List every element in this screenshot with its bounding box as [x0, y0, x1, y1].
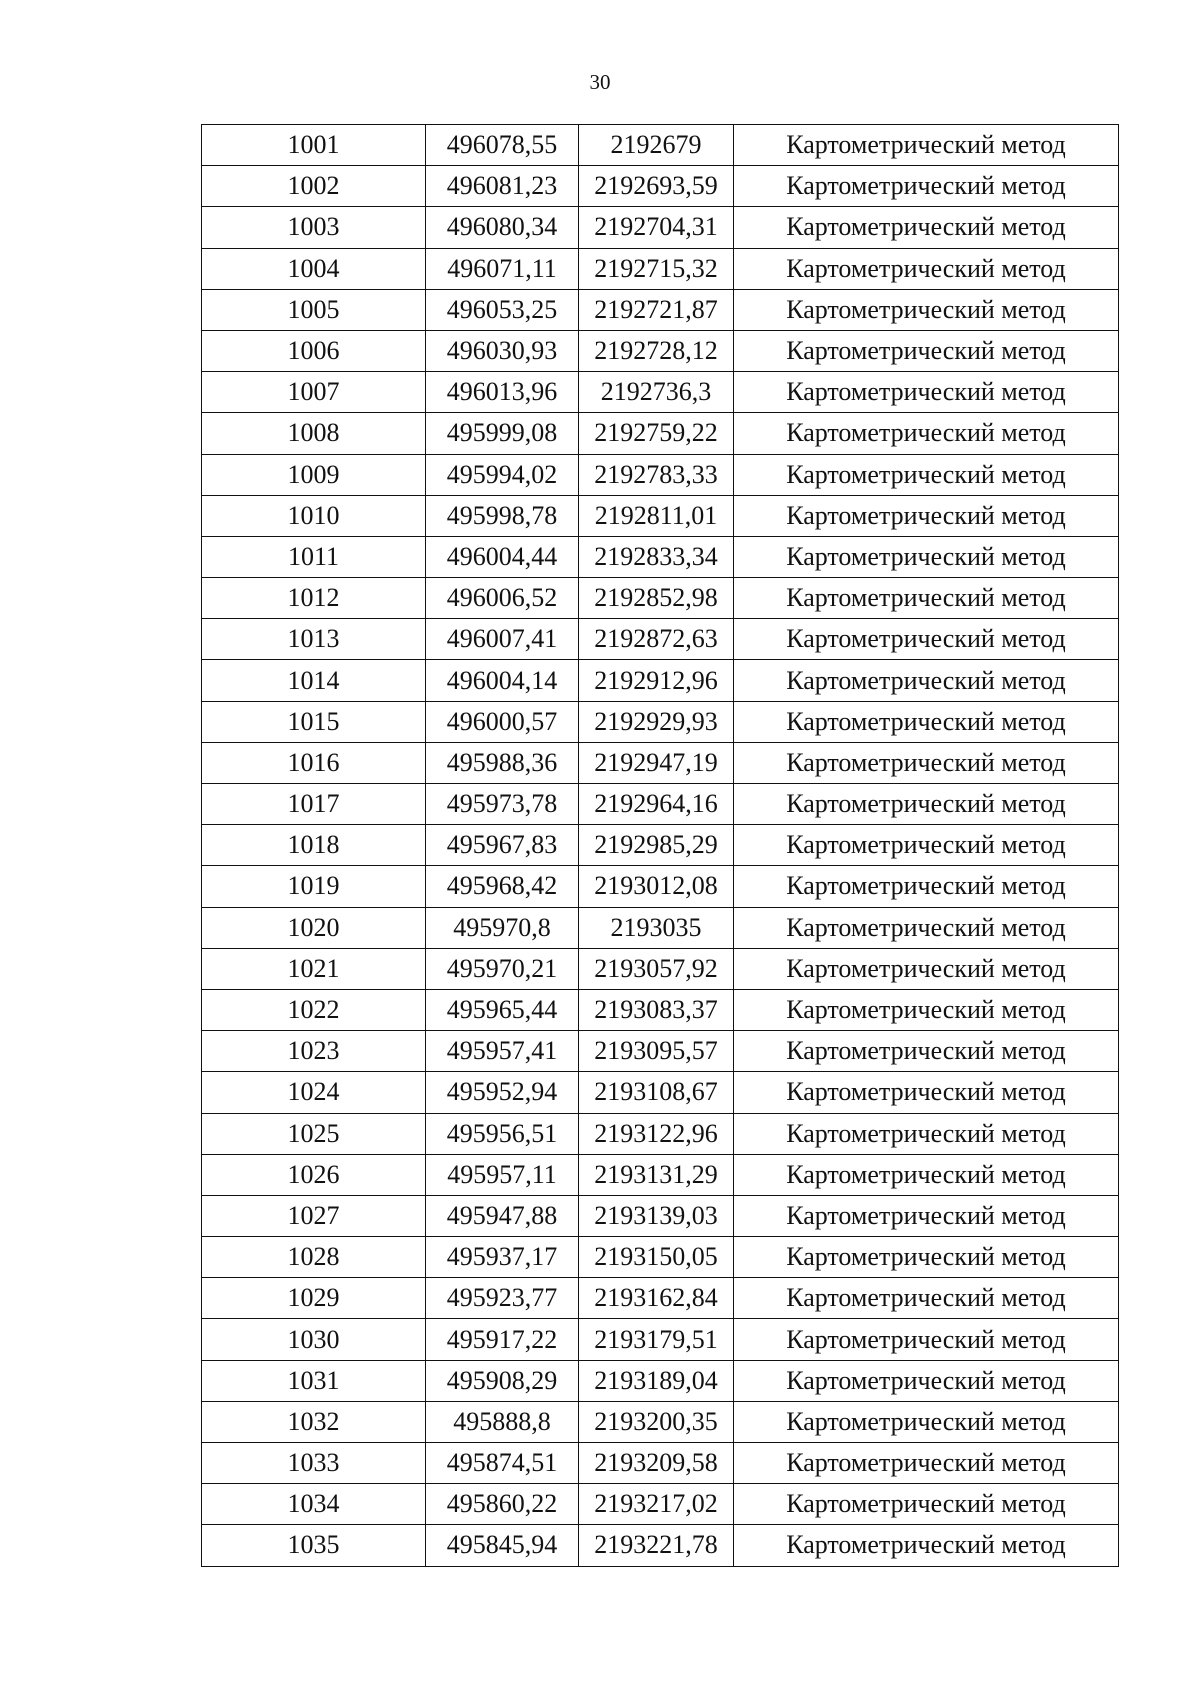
y-coordinate-cell: 2192679: [579, 125, 734, 166]
method-cell: Картометрический метод: [734, 248, 1119, 289]
y-coordinate-cell: 2192872,63: [579, 619, 734, 660]
method-cell: Картометрический метод: [734, 619, 1119, 660]
y-coordinate-cell: 2192811,01: [579, 495, 734, 536]
point-id-cell: 1025: [202, 1113, 426, 1154]
page-number: 30: [589, 70, 611, 94]
y-coordinate-cell: 2192929,93: [579, 701, 734, 742]
method-cell: Картометрический метод: [734, 1154, 1119, 1195]
y-coordinate-cell: 2192736,3: [579, 372, 734, 413]
point-id-cell: 1014: [202, 660, 426, 701]
point-id-cell: 1013: [202, 619, 426, 660]
point-id-cell: 1031: [202, 1360, 426, 1401]
point-id-cell: 1006: [202, 330, 426, 371]
y-coordinate-cell: 2192985,29: [579, 825, 734, 866]
table-row: [202, 248, 1119, 289]
point-id-cell: 1030: [202, 1319, 426, 1360]
method-cell: Картометрический метод: [734, 825, 1119, 866]
point-id-cell: 1002: [202, 166, 426, 207]
x-coordinate-cell: 495998,78: [426, 495, 579, 536]
coordinates-table-body: [202, 125, 1119, 1567]
table-row: [202, 660, 1119, 701]
y-coordinate-cell: 2192912,96: [579, 660, 734, 701]
table-row: [202, 742, 1119, 783]
x-coordinate-cell: 495957,11: [426, 1154, 579, 1195]
y-coordinate-cell: 2193131,29: [579, 1154, 734, 1195]
x-coordinate-cell: 495970,8: [426, 907, 579, 948]
table-row: [202, 454, 1119, 495]
x-coordinate-cell: 495860,22: [426, 1484, 579, 1525]
method-cell: Картометрический метод: [734, 1443, 1119, 1484]
y-coordinate-cell: 2192947,19: [579, 742, 734, 783]
table-row: [202, 289, 1119, 330]
x-coordinate-cell: 496081,23: [426, 166, 579, 207]
method-cell: Картометрический метод: [734, 1360, 1119, 1401]
method-cell: Картометрический метод: [734, 1525, 1119, 1566]
x-coordinate-cell: 496030,93: [426, 330, 579, 371]
table-row: [202, 536, 1119, 577]
y-coordinate-cell: 2192721,87: [579, 289, 734, 330]
x-coordinate-cell: 495874,51: [426, 1443, 579, 1484]
point-id-cell: 1022: [202, 989, 426, 1030]
x-coordinate-cell: 496080,34: [426, 207, 579, 248]
method-cell: Картометрический метод: [734, 1195, 1119, 1236]
method-cell: Картометрический метод: [734, 413, 1119, 454]
x-coordinate-cell: 495952,94: [426, 1072, 579, 1113]
point-id-cell: 1035: [202, 1525, 426, 1566]
y-coordinate-cell: 2193108,67: [579, 1072, 734, 1113]
method-cell: Картометрический метод: [734, 166, 1119, 207]
x-coordinate-cell: 496078,55: [426, 125, 579, 166]
method-cell: Картометрический метод: [734, 1319, 1119, 1360]
table-row: [202, 1401, 1119, 1442]
point-id-cell: 1024: [202, 1072, 426, 1113]
x-coordinate-cell: 495923,77: [426, 1278, 579, 1319]
point-id-cell: 1012: [202, 578, 426, 619]
table-row: [202, 1195, 1119, 1236]
point-id-cell: 1033: [202, 1443, 426, 1484]
table-row: [202, 166, 1119, 207]
y-coordinate-cell: 2193035: [579, 907, 734, 948]
point-id-cell: 1027: [202, 1195, 426, 1236]
point-id-cell: 1028: [202, 1237, 426, 1278]
x-coordinate-cell: 495956,51: [426, 1113, 579, 1154]
table-row: [202, 866, 1119, 907]
method-cell: Картометрический метод: [734, 578, 1119, 619]
y-coordinate-cell: 2193217,02: [579, 1484, 734, 1525]
method-cell: Картометрический метод: [734, 1278, 1119, 1319]
table-row: [202, 330, 1119, 371]
method-cell: Картометрический метод: [734, 1401, 1119, 1442]
y-coordinate-cell: 2192728,12: [579, 330, 734, 371]
point-id-cell: 1029: [202, 1278, 426, 1319]
table-row: [202, 1031, 1119, 1072]
method-cell: Картометрический метод: [734, 660, 1119, 701]
table-row: [202, 413, 1119, 454]
y-coordinate-cell: 2192704,31: [579, 207, 734, 248]
point-id-cell: 1011: [202, 536, 426, 577]
point-id-cell: 1018: [202, 825, 426, 866]
x-coordinate-cell: 496006,52: [426, 578, 579, 619]
y-coordinate-cell: 2193057,92: [579, 948, 734, 989]
method-cell: Картометрический метод: [734, 372, 1119, 413]
point-id-cell: 1003: [202, 207, 426, 248]
x-coordinate-cell: 495965,44: [426, 989, 579, 1030]
y-coordinate-cell: 2193122,96: [579, 1113, 734, 1154]
method-cell: Картометрический метод: [734, 330, 1119, 371]
table-row: [202, 784, 1119, 825]
table-row: [202, 578, 1119, 619]
method-cell: Картометрический метод: [734, 1113, 1119, 1154]
table-row: [202, 907, 1119, 948]
x-coordinate-cell: 495967,83: [426, 825, 579, 866]
x-coordinate-cell: 495968,42: [426, 866, 579, 907]
x-coordinate-cell: 496071,11: [426, 248, 579, 289]
table-row: [202, 1072, 1119, 1113]
point-id-cell: 1020: [202, 907, 426, 948]
method-cell: Картометрический метод: [734, 289, 1119, 330]
method-cell: Картометрический метод: [734, 701, 1119, 742]
point-id-cell: 1015: [202, 701, 426, 742]
method-cell: Картометрический метод: [734, 495, 1119, 536]
method-cell: Картометрический метод: [734, 948, 1119, 989]
method-cell: Картометрический метод: [734, 907, 1119, 948]
x-coordinate-cell: 495845,94: [426, 1525, 579, 1566]
method-cell: Картометрический метод: [734, 989, 1119, 1030]
table-row: [202, 1154, 1119, 1195]
x-coordinate-cell: 495973,78: [426, 784, 579, 825]
y-coordinate-cell: 2192833,34: [579, 536, 734, 577]
y-coordinate-cell: 2193221,78: [579, 1525, 734, 1566]
table-row: [202, 372, 1119, 413]
table-row: [202, 125, 1119, 166]
table-row: [202, 1113, 1119, 1154]
x-coordinate-cell: 496004,44: [426, 536, 579, 577]
point-id-cell: 1026: [202, 1154, 426, 1195]
method-cell: Картометрический метод: [734, 1072, 1119, 1113]
y-coordinate-cell: 2193179,51: [579, 1319, 734, 1360]
y-coordinate-cell: 2193012,08: [579, 866, 734, 907]
y-coordinate-cell: 2193162,84: [579, 1278, 734, 1319]
method-cell: Картометрический метод: [734, 454, 1119, 495]
point-id-cell: 1009: [202, 454, 426, 495]
table-row: [202, 619, 1119, 660]
x-coordinate-cell: 495937,17: [426, 1237, 579, 1278]
method-cell: Картометрический метод: [734, 784, 1119, 825]
table-row: [202, 1484, 1119, 1525]
x-coordinate-cell: 496053,25: [426, 289, 579, 330]
y-coordinate-cell: 2193095,57: [579, 1031, 734, 1072]
point-id-cell: 1010: [202, 495, 426, 536]
y-coordinate-cell: 2193200,35: [579, 1401, 734, 1442]
y-coordinate-cell: 2192759,22: [579, 413, 734, 454]
x-coordinate-cell: 495888,8: [426, 1401, 579, 1442]
table-row: [202, 1237, 1119, 1278]
table-row: [202, 948, 1119, 989]
point-id-cell: 1004: [202, 248, 426, 289]
method-cell: Картометрический метод: [734, 536, 1119, 577]
table-row: [202, 989, 1119, 1030]
point-id-cell: 1021: [202, 948, 426, 989]
y-coordinate-cell: 2192715,32: [579, 248, 734, 289]
point-id-cell: 1001: [202, 125, 426, 166]
y-coordinate-cell: 2192964,16: [579, 784, 734, 825]
y-coordinate-cell: 2193209,58: [579, 1443, 734, 1484]
table-row: [202, 1360, 1119, 1401]
x-coordinate-cell: 496007,41: [426, 619, 579, 660]
x-coordinate-cell: 495999,08: [426, 413, 579, 454]
table-row: [202, 1525, 1119, 1566]
x-coordinate-cell: 495908,29: [426, 1360, 579, 1401]
y-coordinate-cell: 2192852,98: [579, 578, 734, 619]
method-cell: Картометрический метод: [734, 1237, 1119, 1278]
point-id-cell: 1008: [202, 413, 426, 454]
x-coordinate-cell: 496004,14: [426, 660, 579, 701]
x-coordinate-cell: 495988,36: [426, 742, 579, 783]
table-row: [202, 207, 1119, 248]
x-coordinate-cell: 496013,96: [426, 372, 579, 413]
table-row: [202, 1443, 1119, 1484]
x-coordinate-cell: 495970,21: [426, 948, 579, 989]
point-id-cell: 1032: [202, 1401, 426, 1442]
x-coordinate-cell: 495957,41: [426, 1031, 579, 1072]
x-coordinate-cell: 496000,57: [426, 701, 579, 742]
point-id-cell: 1016: [202, 742, 426, 783]
coordinates-table: [201, 124, 1119, 1567]
point-id-cell: 1007: [202, 372, 426, 413]
method-cell: Картометрический метод: [734, 866, 1119, 907]
x-coordinate-cell: 495917,22: [426, 1319, 579, 1360]
y-coordinate-cell: 2192783,33: [579, 454, 734, 495]
table-row: [202, 495, 1119, 536]
point-id-cell: 1019: [202, 866, 426, 907]
y-coordinate-cell: 2193139,03: [579, 1195, 734, 1236]
y-coordinate-cell: 2192693,59: [579, 166, 734, 207]
method-cell: Картометрический метод: [734, 742, 1119, 783]
method-cell: Картометрический метод: [734, 1484, 1119, 1525]
method-cell: Картометрический метод: [734, 207, 1119, 248]
table-row: [202, 1278, 1119, 1319]
y-coordinate-cell: 2193083,37: [579, 989, 734, 1030]
point-id-cell: 1017: [202, 784, 426, 825]
table-row: [202, 1319, 1119, 1360]
table-row: [202, 701, 1119, 742]
x-coordinate-cell: 495947,88: [426, 1195, 579, 1236]
method-cell: Картометрический метод: [734, 125, 1119, 166]
y-coordinate-cell: 2193150,05: [579, 1237, 734, 1278]
table-row: [202, 825, 1119, 866]
method-cell: Картометрический метод: [734, 1031, 1119, 1072]
point-id-cell: 1005: [202, 289, 426, 330]
point-id-cell: 1023: [202, 1031, 426, 1072]
x-coordinate-cell: 495994,02: [426, 454, 579, 495]
point-id-cell: 1034: [202, 1484, 426, 1525]
y-coordinate-cell: 2193189,04: [579, 1360, 734, 1401]
